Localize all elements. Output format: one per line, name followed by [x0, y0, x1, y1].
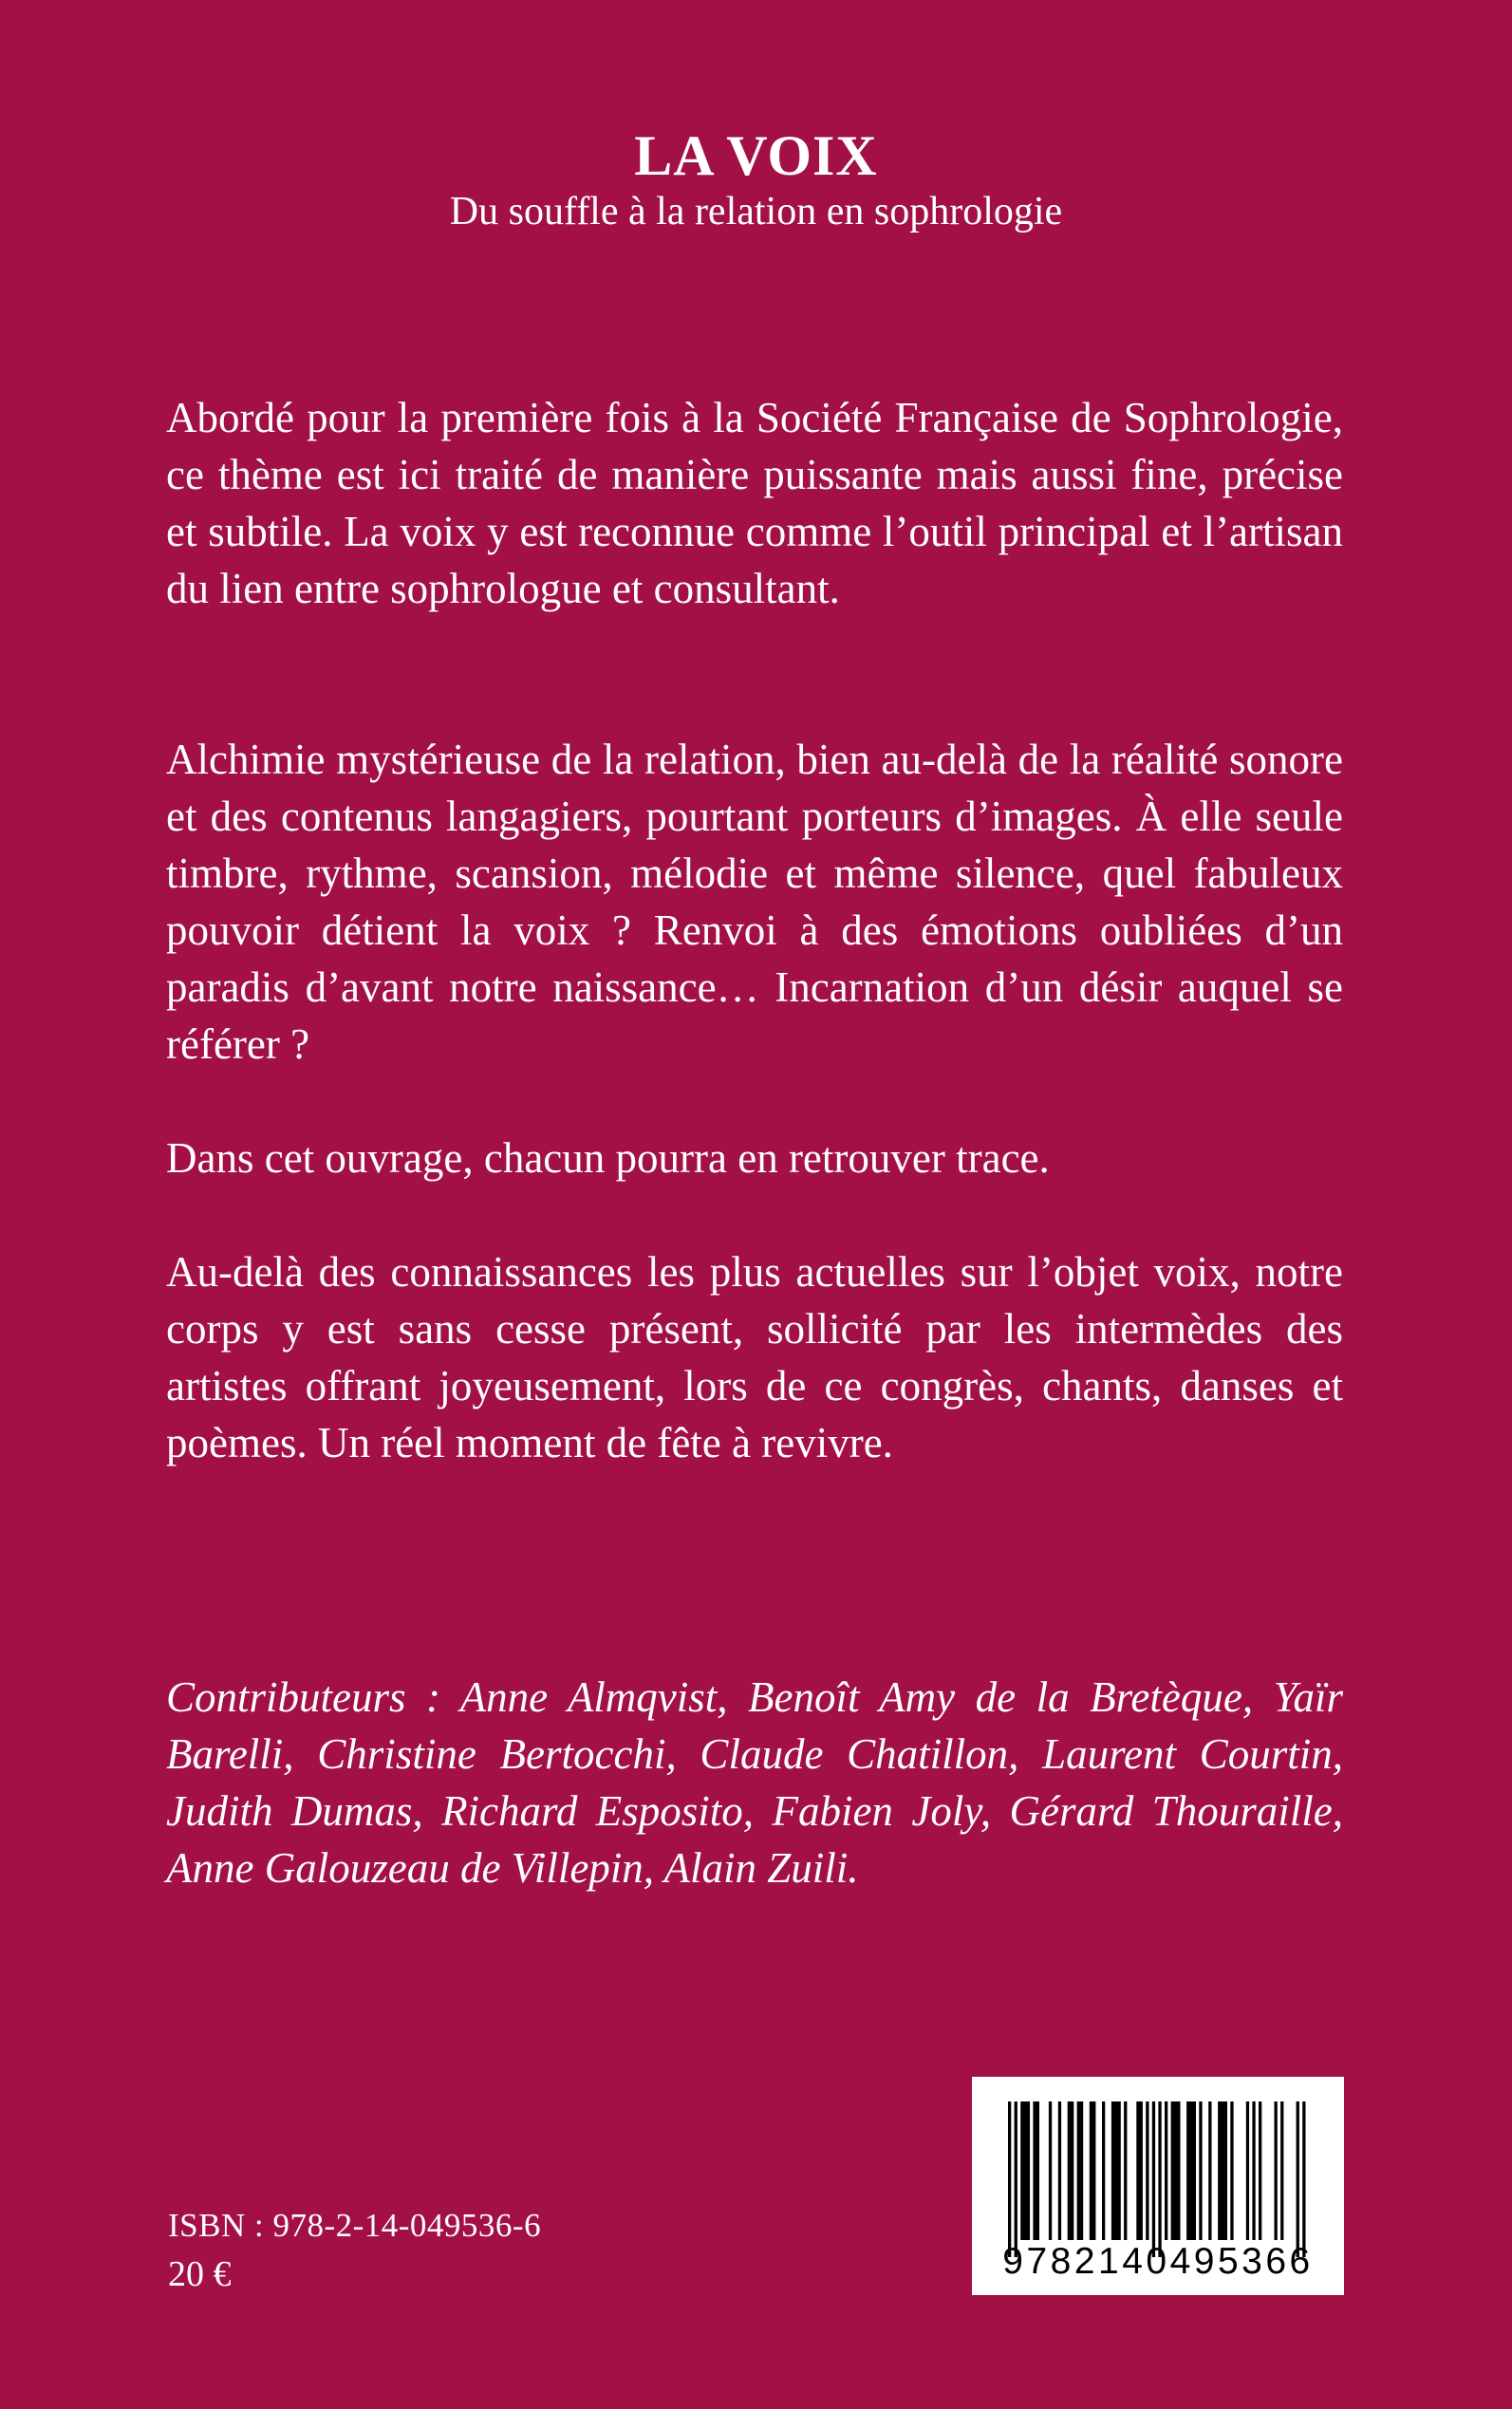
- barcode-bar: [1259, 2101, 1261, 2240]
- book-title: LA VOIX: [634, 124, 878, 187]
- barcode-bar: [1252, 2101, 1255, 2240]
- barcode-bar: [1208, 2101, 1211, 2240]
- barcode-bar: [1008, 2101, 1011, 2257]
- barcode-bar: [1020, 2101, 1030, 2240]
- barcode-bar: [1165, 2101, 1167, 2240]
- price-label: 20 €: [168, 2254, 232, 2294]
- contributors-list: Contributeurs : Anne Almqvist, Benoît Amy de la Bretèque, Yaïr Barelli, Christine Bertocchi, Claude Chatillon, Laurent Courtin, Judith Dumas, Richard Esposito, Fabien Joly, Gérard Thouraille, Anne Galouzeau de Villepin, Alain Zuili.: [166, 1673, 1343, 1892]
- barcode-bar: [1146, 2101, 1148, 2240]
- barcode-bar: [1280, 2101, 1283, 2240]
- barcode-bar: [1246, 2101, 1249, 2240]
- barcode-bar: [1171, 2101, 1181, 2240]
- barcode-bar: [1275, 2101, 1278, 2240]
- barcode-bar: [1049, 2101, 1052, 2240]
- barcode-bar: [1158, 2101, 1161, 2257]
- barcode-bar: [1058, 2101, 1061, 2240]
- barcode-bar: [1102, 2101, 1105, 2240]
- barcode-bar: [1186, 2101, 1196, 2240]
- description-paragraph-4: Au-delà des connaissances les plus actuelles sur l’objet voix, notre corps y est sans cesse présent, sollicité par les intermèdes des artistes offrant joyeusement, lors de ce congrès, chants, danses et poèmes. Un réel moment de fête à revivre.: [166, 1248, 1343, 1466]
- barcode-bar: [1302, 2101, 1305, 2257]
- barcode: [972, 2077, 1344, 2295]
- barcode-bar: [1152, 2101, 1155, 2257]
- barcode-bar: [1111, 2101, 1121, 2240]
- barcode-bar: [1136, 2101, 1143, 2240]
- description-paragraph-3: Dans cet ouvrage, chacun pourra en retrouver trace.: [166, 1134, 1050, 1182]
- book-subtitle: Du souffle à la relation en sophrologie: [449, 190, 1063, 233]
- isbn-label: ISBN : 978-2-14-049536-6: [168, 2207, 542, 2244]
- barcode-bar: [1199, 2101, 1202, 2240]
- barcode-bar: [1077, 2101, 1084, 2240]
- barcode-bar: [1090, 2101, 1096, 2240]
- description-paragraph-1: Abordé pour la première fois à la Société Française de Sophrologie, ce thème est ici traité de manière puissante mais aussi fine, précise et subtile. La voix y est reconnue comme l’outil principal et l’artisan du lien entre sophrologue et consultant.: [166, 394, 1343, 612]
- barcode-bar: [1124, 2101, 1127, 2240]
- barcode-bar: [1230, 2101, 1233, 2240]
- barcode-bar: [1297, 2101, 1299, 2257]
- barcode-bar: [1068, 2101, 1074, 2240]
- description-paragraph-2: Alchimie mystérieuse de la relation, bien au-delà de la réalité sonore et des contenus langagiers, pourtant porteurs d’images. À elle seule timbre, rythme, scansion, mélodie et même silence, quel fabuleux pouvoir détient la voix ? Renvoi à des émotions oubliées d’un paradis d’avant notre naissance… Incarnation d’un désir auquel se référer ?: [166, 736, 1343, 1068]
- barcode-bar: [1218, 2101, 1227, 2240]
- barcode-bar: [1033, 2101, 1039, 2240]
- barcode-bar: [1015, 2101, 1017, 2257]
- barcode-digits: 9782140495366: [1002, 2241, 1314, 2282]
